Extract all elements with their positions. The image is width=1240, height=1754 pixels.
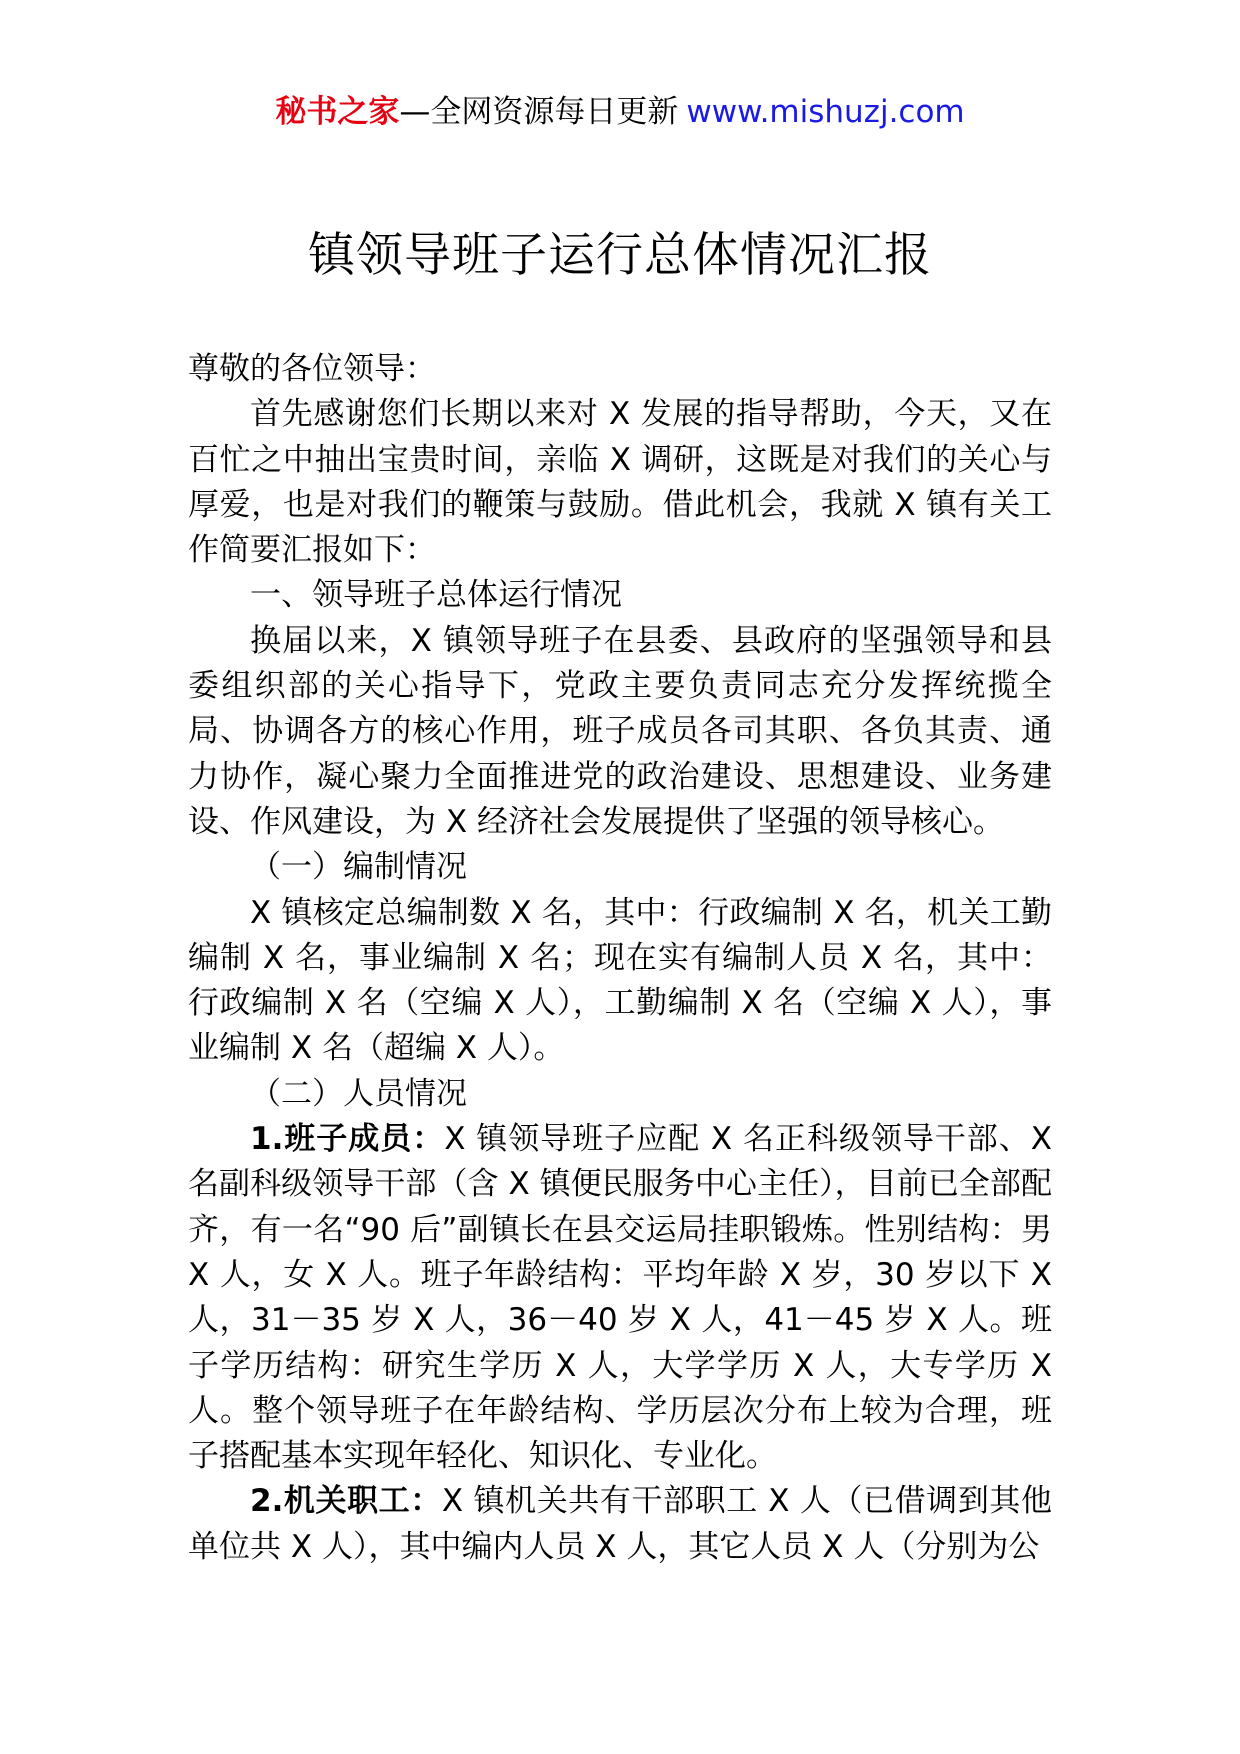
- subsection-heading-personnel: （二）人员情况: [250, 1075, 467, 1112]
- staff-label: 2.机关职工：: [250, 1483, 442, 1520]
- site-header: [0, 92, 1240, 132]
- site-tagline: —全网资源每日更新: [399, 94, 679, 130]
- section-paragraph: 换届以来，X 镇领导班子在县委、县政府的坚强领导和县委组织部的关心指导下，党政主要负责同志充分发挥统揽全局、协调各方的核心作用，班子成员各司其职、各负其责、通力协作，凝心聚力全面推进党的政治建设、思想建设、业务建设、作风建设，为 X 经济社会发展提供了坚强的领导核心。: [188, 622, 1052, 840]
- document-body: [188, 347, 1052, 1570]
- staff-paragraph: [188, 1479, 1052, 1570]
- site-url-link[interactable]: www.mishuzj.com: [686, 94, 965, 130]
- leadership-paragraph: [188, 1117, 1052, 1479]
- intro-paragraph: 首先感谢您们长期以来对 X 发展的指导帮助，今天，又在百忙之中抽出宝贵时间，亲临 X 调研，这既是对我们的关心与厚爱，也是对我们的鞭策与鼓励。借此机会，我就 X 镇有关工作简要汇报如下：: [188, 396, 1052, 569]
- document-title: 镇领导班子运行总体情况汇报: [308, 228, 932, 283]
- salutation: 尊敬的各位领导：: [188, 351, 436, 387]
- leadership-text: X 镇领导班子应配 X 名正科级领导干部、X 名副科级领导干部（含 X 镇便民服务中心主任），目前已全部配齐，有一名“90 后”副镇长在县交运局挂职锻炼。性别结构：男 X 人，女 X 人。班子年龄结构：平均年龄 X 岁，30 岁以下 X 人，31－35 岁 X 人，36－40 岁 X 人，41－45 岁 X 人。班子学历结构：研究生学历 X 人，大学学历 X 人，大专学历 X 人。整个领导班子在年龄结构、学历层次分布上较为合理，班子搭配基本实现年轻化、知识化、专业化。: [188, 1121, 1052, 1475]
- staff-text: X 镇机关共有干部职工 X 人（已借调到其他单位共 X 人），其中编内人员 X 人，其它人员 X 人（分别为公: [188, 1483, 1052, 1565]
- subsection-heading-staffing: （一）编制情况: [250, 849, 467, 886]
- section-heading: 一、领导班子总体运行情况: [250, 577, 622, 614]
- site-brand: 秘书之家: [275, 94, 400, 130]
- staffing-paragraph: X 镇核定总编制数 X 名，其中：行政编制 X 名，机关工勤编制 X 名，事业编制 X 名；现在实有编制人员 X 名，其中：行政编制 X 名（空编 X 人），工勤编制 X 名（空编 X 人），事业编制 X 名（超编 X 人）。: [188, 894, 1052, 1067]
- leadership-label: 1.班子成员：: [250, 1121, 445, 1158]
